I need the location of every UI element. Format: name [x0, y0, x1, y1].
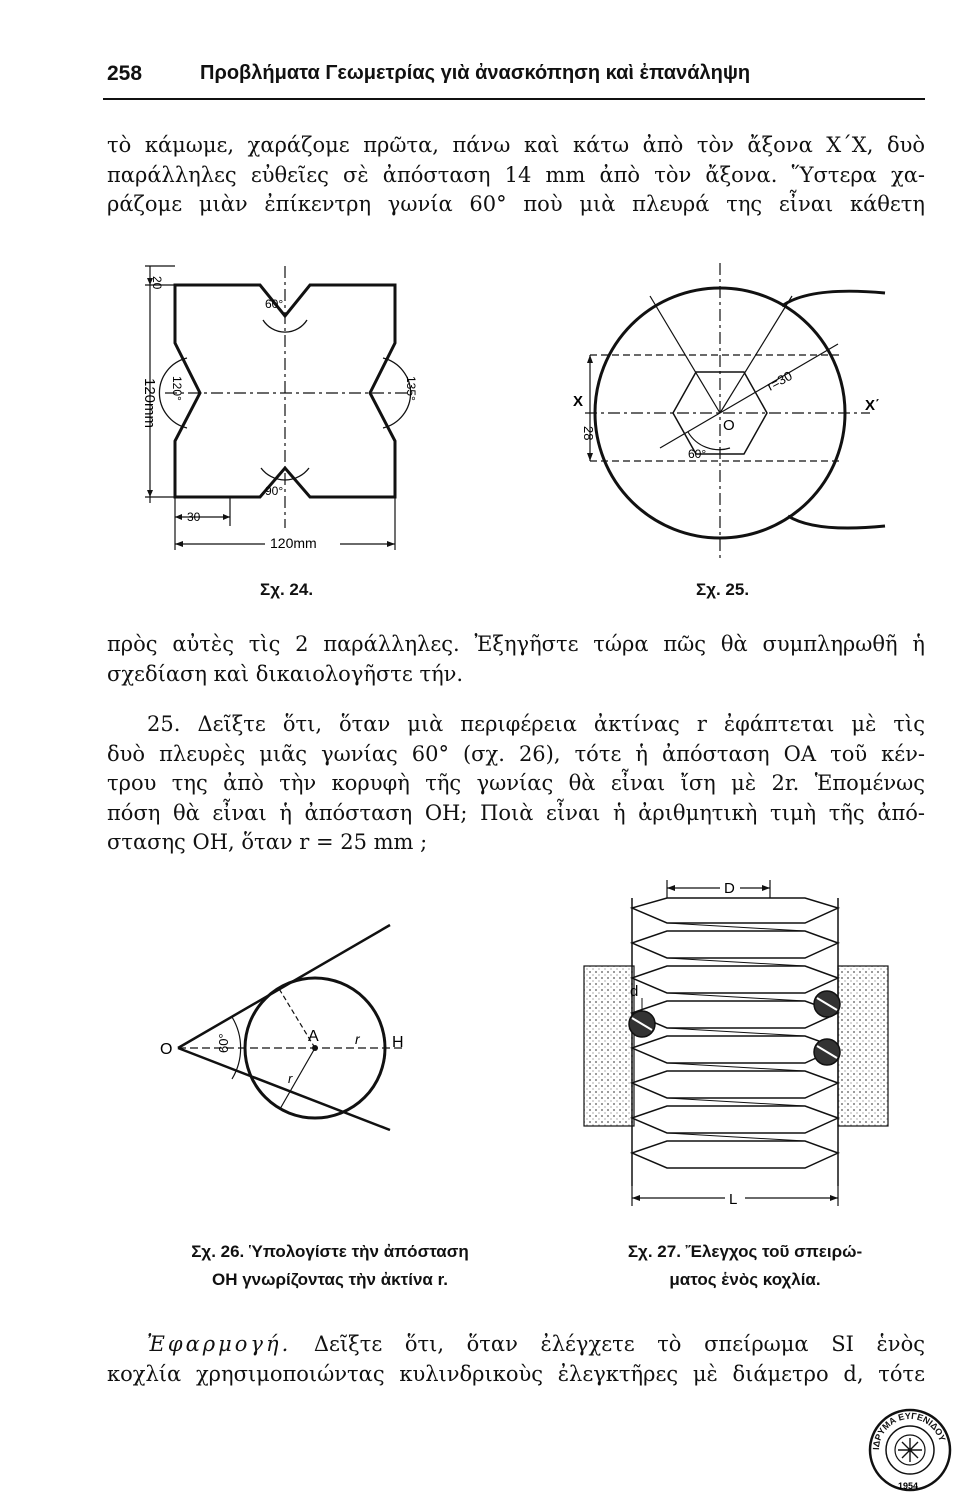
axis-x-right-label: X΄: [865, 397, 880, 414]
radius-diagonal-label: r: [288, 1071, 293, 1086]
caption-line: Σχ. 26. Ὑπολογίστε τὴν ἀπόσταση: [191, 1242, 469, 1261]
stamp-year: 1954: [898, 1481, 919, 1491]
center-label: O: [723, 417, 735, 434]
figure-25-caption: Σχ. 25.: [696, 580, 750, 599]
application-paragraph: [107, 1330, 925, 1389]
text-line: στασης OH, ὅταν r = 25 mm ;: [107, 830, 428, 854]
angle-bottom-label: 90°: [265, 484, 284, 498]
text-line: δυὸ πλευρὲς μιᾶς γωνίας 60° (σχ. 26), τότε ἡ ἀπόσταση OA τοῦ κέν-: [107, 741, 925, 766]
figure-26-tangent-circle: [150, 905, 450, 1145]
intro-paragraph: [107, 131, 925, 220]
application-label: Ἐφαρμογή.: [147, 1332, 292, 1356]
vertex-o-label: O: [160, 1041, 173, 1058]
axis-x-left-label: X: [573, 393, 584, 410]
header-rule: [103, 98, 925, 100]
dim-l-label: L: [729, 1191, 738, 1208]
paragraph-2: [107, 630, 925, 689]
text-line: πόση θὰ εἶναι ἡ ἀπόσταση OH; Ποιὰ εἶναι ἡ ἀριθμητικὴ τιμὴ τῆς ἀπό-: [107, 800, 925, 825]
angle-left-label: 120°: [170, 376, 184, 401]
foundation-stamp: [865, 1405, 955, 1495]
dim-height-label: 120mm: [141, 378, 158, 429]
dim-30-label: 30: [187, 510, 201, 524]
application-line1-rest: Δεῖξτε ὅτι, ὅταν ἐλέγχετε τὸ σπείρωμα SI ἑνὸς: [313, 1332, 925, 1356]
text-line: 25. Δεῖξτε ὅτι, ὅταν μιὰ περιφέρεια ἀκτίνας r ἐφάπτεται μὲ τὶς: [147, 712, 925, 736]
problem-25-paragraph: [107, 710, 925, 858]
angle-right-label: 135°: [404, 376, 418, 401]
page-number: 258: [107, 62, 143, 85]
wire-d-label: d: [630, 983, 639, 1000]
text-line: τὸ κάμωμε, χαράζομε πρῶτα, πάνω καὶ κάτω ἀπὸ τὸν ἄξονα X΄X, δυὸ: [107, 133, 925, 157]
text-line: πρὸς αὐτὲς τὶς 2 παράλληλες. Ἐξηγῆστε τώρα πῶς θὰ συμπληρωθῆ ἡ: [107, 632, 925, 656]
figure-24-caption: Σχ. 24.: [260, 580, 314, 599]
text-line: παράλληλες εὐθεῖες σὲ ἀπόσταση 14 mm ἀπὸ τὸν ἄξονα. Ὕστερα χα-: [107, 162, 925, 187]
figure-24-x-template: [125, 258, 435, 563]
left-anvil: [584, 966, 634, 1126]
center-a-label: A: [308, 1028, 319, 1045]
angle-top-label: 60°: [265, 297, 284, 311]
text-line: σχεδίαση καὶ δικαιολογῆστε τήν.: [107, 661, 464, 686]
text-line: κοχλία χρησιμοποιώντας κυλινδρικοὺς ἐλεγκτῆρες μὲ διάμετρο d, τότε: [107, 1361, 925, 1386]
stamp-text: ΙΔΡΥΜΑ ΕΥΓΕΝΙΔΟΥ: [870, 1410, 948, 1451]
caption-line: ΟΗ γνωρίζοντας τὴν ἀκτίνα r.: [212, 1270, 448, 1289]
dim-d-upper-label: D: [724, 880, 735, 897]
figure-27-caption: [575, 1238, 915, 1294]
running-header-title: Προβλήματα Γεωμετρίας γιὰ ἀνασκόπηση καὶ ἐπανάληψη: [200, 62, 751, 84]
radius-r-label: r: [355, 1031, 360, 1047]
dim-28-label: 28: [581, 426, 596, 441]
caption-line: ματος ἑνὸς κοχλία.: [669, 1270, 821, 1289]
text-line: ράζομε μιὰν ἐπίκεντρη γωνία 60° ποὺ μιὰ πλευρά της εἶναι κάθετη: [107, 192, 925, 216]
radius-label: r=30: [764, 368, 795, 394]
right-anvil: [838, 966, 888, 1126]
figure-26-caption: [150, 1238, 510, 1294]
point-h-label: H: [392, 1034, 404, 1051]
caption-line: Σχ. 27. Ἔλεγχος τοῦ σπειρώ-: [627, 1242, 863, 1261]
text-line: τρου της ἀπὸ τὴν κορυφὴ τῆς γωνίας θὰ εἶναι ἴση μὲ 2r. Ἑπομένως: [107, 771, 925, 795]
figure-25-hexagon-circle: [560, 258, 890, 568]
dim-width-label: 120mm: [270, 535, 317, 551]
angle-60-label: 60°: [688, 447, 707, 461]
angle-60-label: 60°: [216, 1033, 231, 1053]
svg-text:ΙΔΡΥΜΑ ΕΥΓΕΝΙΔΟΥ: [871, 1411, 948, 1450]
dim-20-label: 20: [150, 276, 164, 290]
text-line: [107, 1330, 925, 1360]
figure-27-screw-thread: [570, 868, 900, 1213]
